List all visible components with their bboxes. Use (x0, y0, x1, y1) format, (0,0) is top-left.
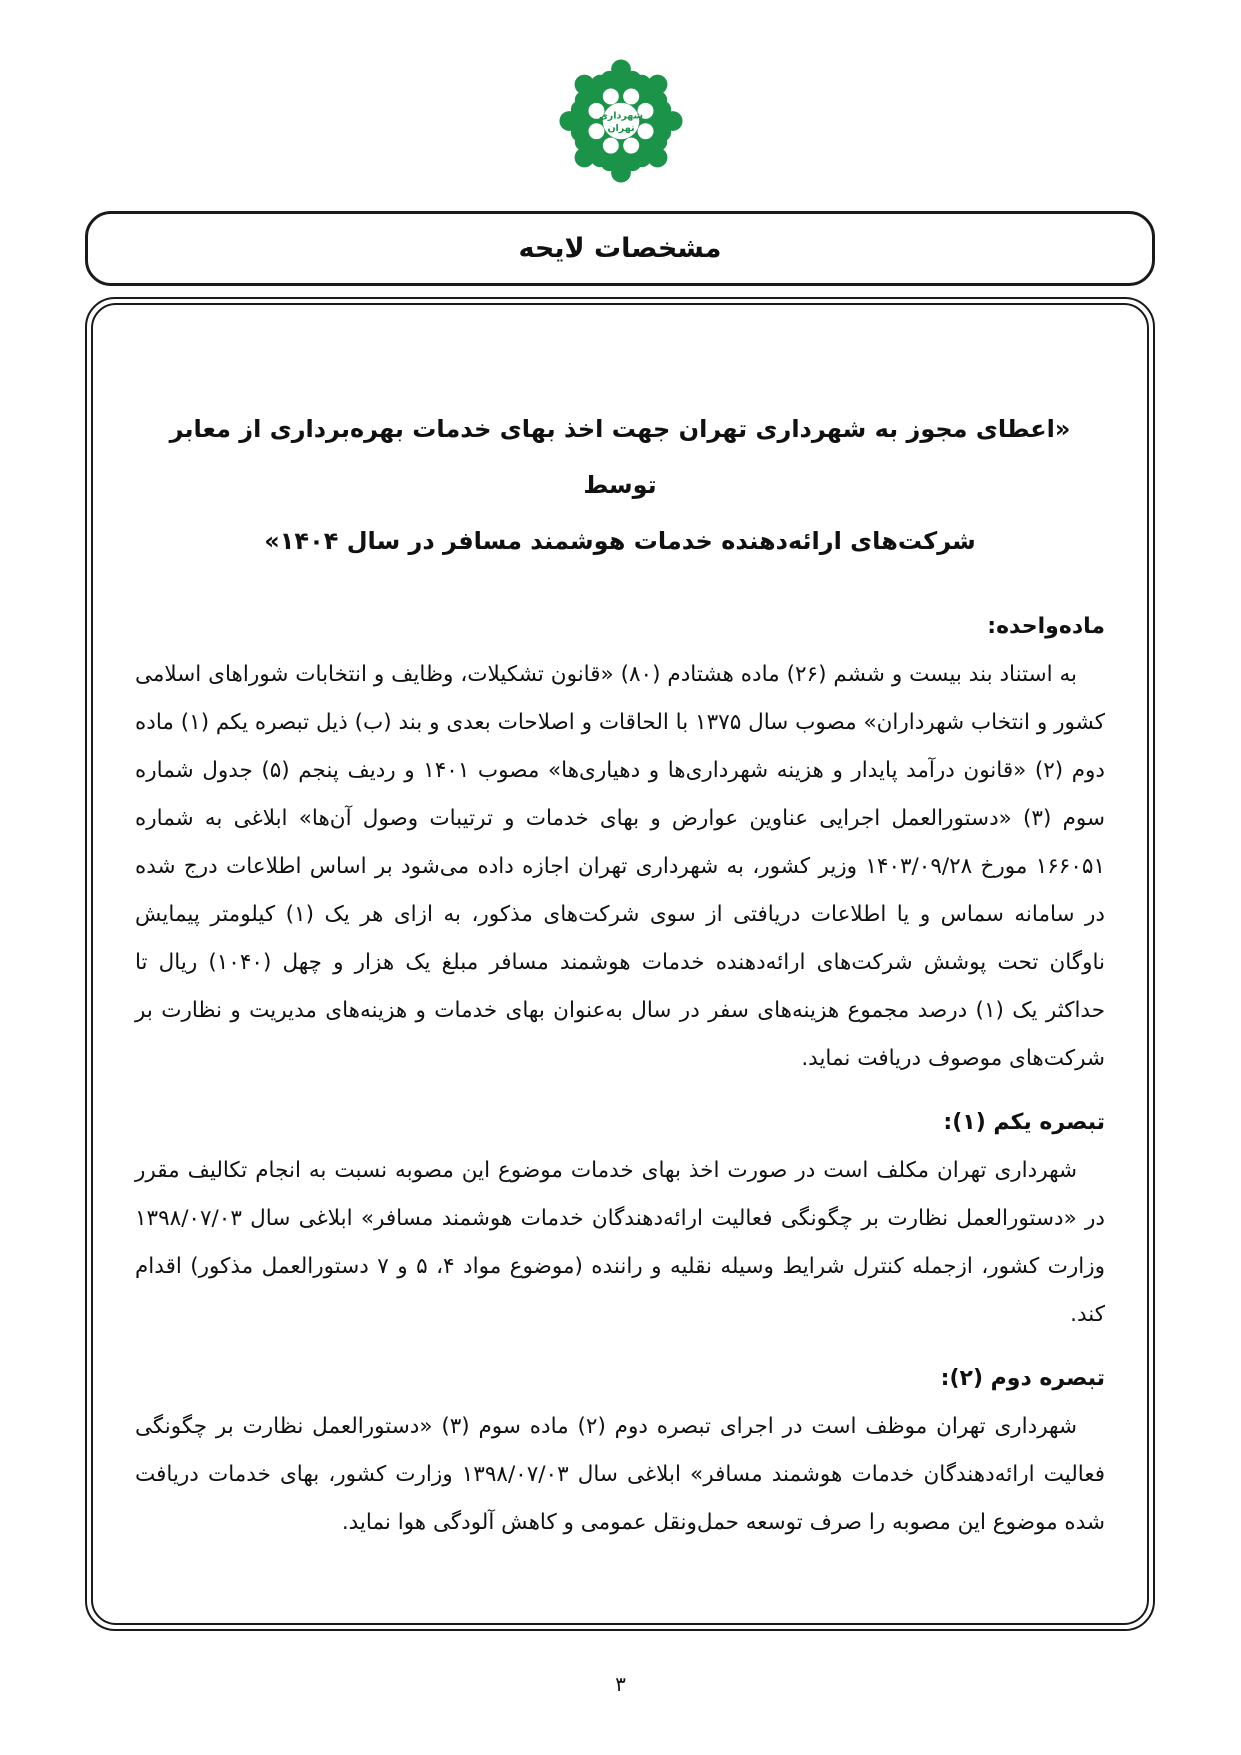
bill-specs-header-box (85, 211, 1155, 286)
logo-container (543, 42, 699, 200)
document-title-line1: «اعطای مجوز به شهرداری تهران جهت اخذ بهای خدمات بهره‌برداری از معابر توسط (169, 415, 1071, 499)
section-body-single-article: به استناد بند بیست و ششم (۲۶) ماده هشتادم (۸۰) «قانون تشکیلات، وظایف و انتخابات شوراهای اسلامی کشور و انتخاب شهرداران» مصوب سال ۱۳۷۵ با الحاقات و اصلاحات بعدی و بند (ب) ذیل تبصره یکم (۱) ماده دوم (۲) «قانون درآمد پایدار و هزینه شهرداری‌ها و دهیاری‌ها» مصوب ۱۴۰۱ و ردیف پنجم (۵) جدول شماره سوم (۳) «دستورالعمل اجرایی عناوین عوارض و بهای خدمات و ترتیبات وصول آن‌ها» ابلاغی به شماره ۱۶۶۰۵۱ مورخ ۱۴۰۳/۰۹/۲۸ وزیر کشور، به شهرداری تهران اجازه داده می‌شود بر اساس اطلاعات درج شده در سامانه سماس و یا اطلاعات دریافتی از سوی شرکت‌های مذکور، به ازای هر یک (۱) کیلومتر پیمایش ناوگان تحت پوشش شرکت‌های ارائه‌دهنده خدمات هوشمند مسافر مبلغ یک هزار و چهل (۱۰۴۰) ریال تا حداکثر یک (۱) درصد مجموع هزینه‌های سفر در سال به‌عنوان بهای خدمات و هزینه‌های مدیریت و نظارت بر شرکت‌های موصوف دریافت نماید. (134, 662, 1106, 1071)
section-body-note-1: شهرداری تهران مکلف است در صورت اخذ بهای خدمات موضوع این مصوبه نسبت به انجام تکالیف مقرر در «دستورالعمل نظارت بر چگونگی فعالیت ارائه‌دهندگان خدمات هوشمند مسافر» ابلاغی سال ۱۳۹۸/۰۷/۰۳ وزارت کشور، ازجمله کنترل شرایط وسیله نقلیه و راننده (موضوع مواد ۴، ۵ و ۷ دستورالعمل مذکور) اقدام کند. (135, 1158, 1105, 1327)
document-title (135, 401, 1105, 569)
logo-text-line2: تهران (606, 122, 635, 134)
document-body-box (85, 297, 1155, 1631)
section-heading-note-1: تبصره یکم (۱): (943, 1110, 1105, 1135)
logo-text-line1: شهرداری (598, 110, 643, 122)
tehran-municipality-logo (545, 44, 697, 198)
page-number: ۳ (615, 1672, 626, 1696)
section-body-note-2: شهرداری تهران موظف است در اجرای تبصره دوم (۲) ماده سوم (۳) «دستورالعمل نظارت بر چگونگی فعالیت ارائه‌دهندگان خدمات هوشمند مسافر» ابلاغی سال ۱۳۹۸/۰۷/۰۳ وزارت کشور، بهای خدمات دریافت شده موضوع این مصوبه را صرف توسعه حمل‌ونقل عمومی و کاهش آلودگی هوا نماید. (135, 1414, 1105, 1535)
section-heading-note-2: تبصره دوم (۲): (940, 1366, 1105, 1391)
document-content (87, 299, 1153, 1629)
document-title-line2: شرکت‌های ارائه‌دهنده خدمات هوشمند مسافر در سال ۱۴۰۴» (264, 527, 976, 555)
bill-specs-title: مشخصات لایحه (518, 233, 722, 264)
section-heading-single-article: ماده‌واحده: (987, 614, 1105, 639)
